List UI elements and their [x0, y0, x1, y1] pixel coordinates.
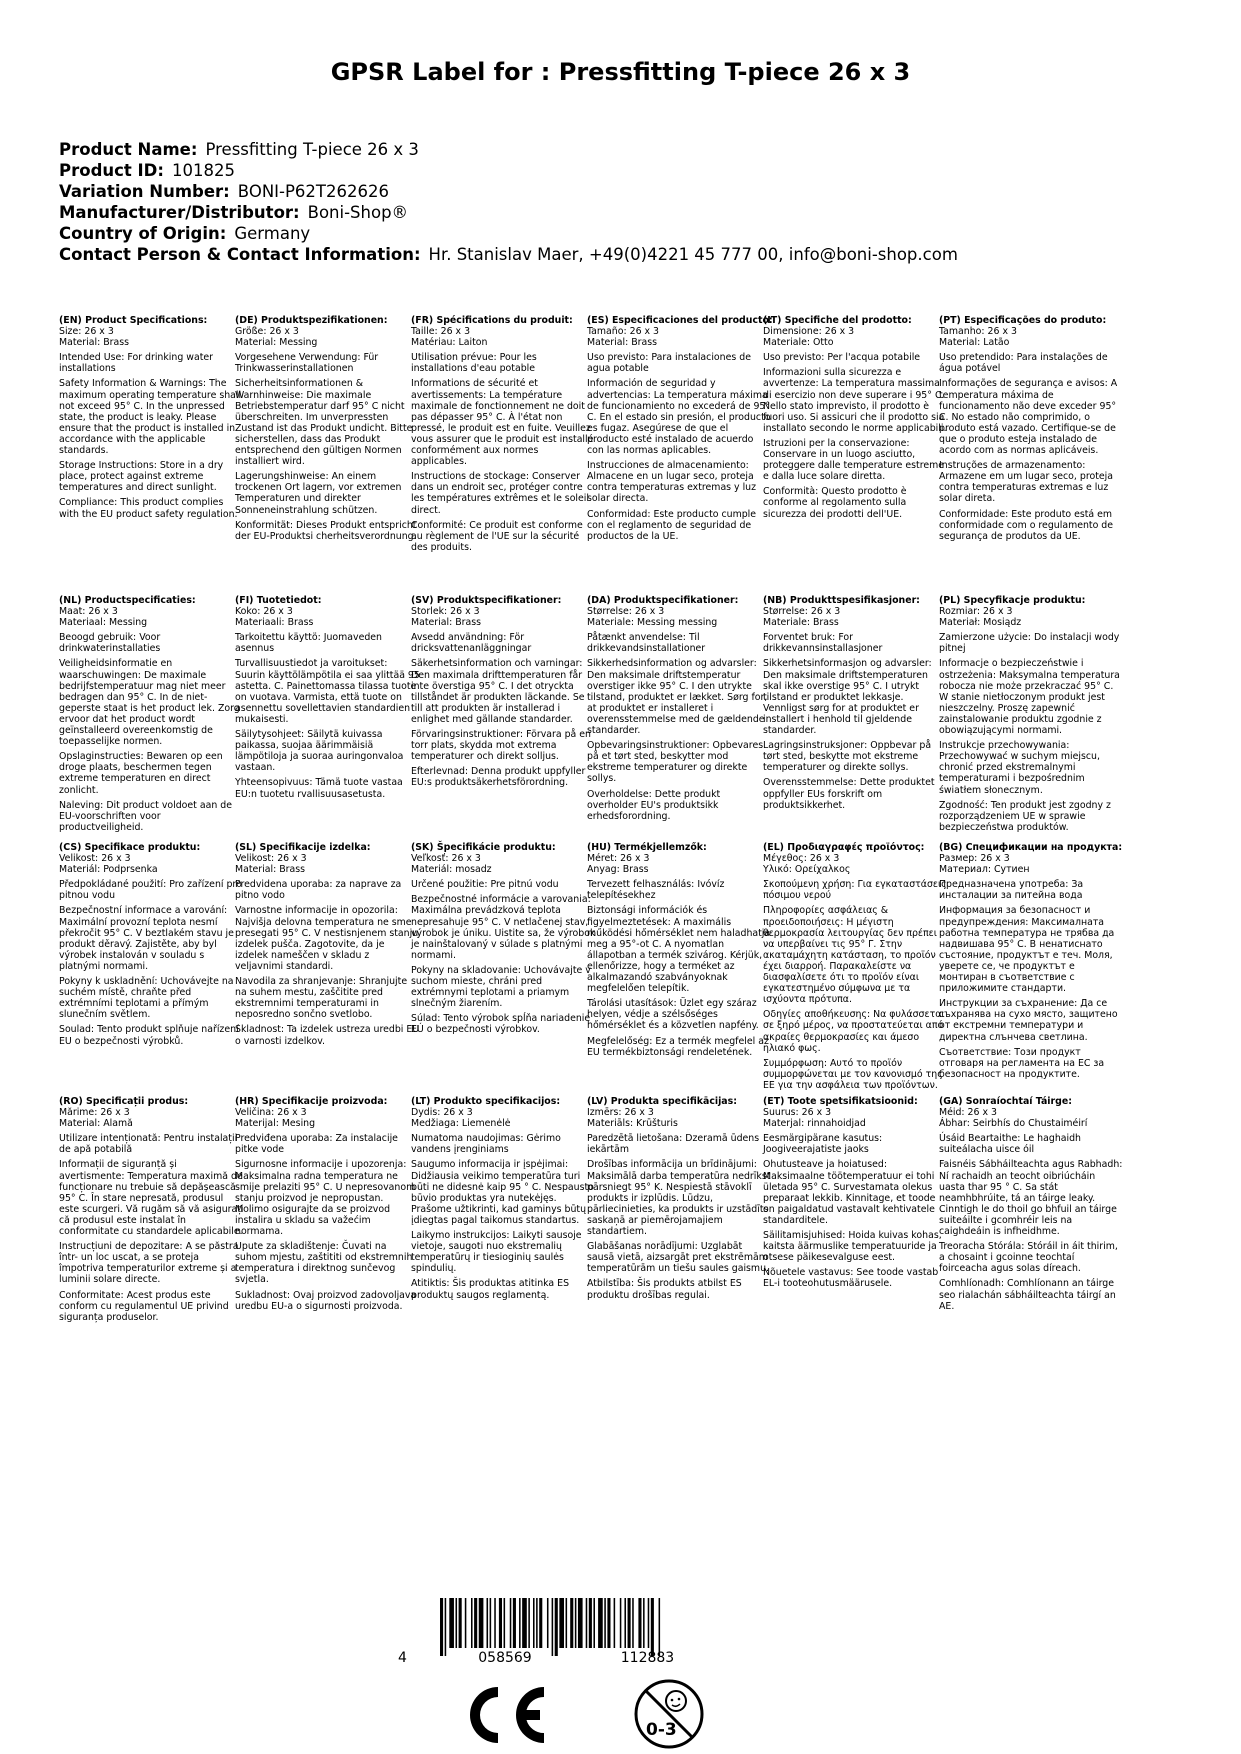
spec-line: Materiál: mosadz: [411, 864, 492, 876]
spec-block: [763, 1096, 948, 1294]
not-for-children-0-3-icon: [632, 1677, 706, 1751]
spec-line: Conformité: Ce produit est conforme au règlement de l'UE sur la sécurité des produits.: [411, 519, 583, 553]
spec-heading: (SK) Špecifikácie produktu:: [411, 842, 556, 853]
spec-heading: (SL) Specifikacije izdelka:: [235, 842, 371, 853]
spec-line: Safety Information & Warnings: The maximum operating temperature shall not exceed 95° C. In the unpressed state, the product is leaky. Please ensure that the product is installed in accordance with the applicable standards.: [59, 378, 242, 457]
spec-heading: (PT) Especificações do produto:: [939, 315, 1107, 326]
info-row: [59, 223, 958, 244]
spec-line: Material: Alamă: [59, 1118, 133, 1130]
spec-heading: (ET) Toote spetsifikatsioonid:: [763, 1096, 918, 1107]
spec-line: Velikost: 26 x 3: [59, 853, 131, 865]
spec-line: Sikkerhetsinformasjon og advarsler: Den maksimale driftstemperaturen skal ikke overstige 95° C. I utrykt tilstand er produktet lekkasje. Vennligst sørg for at produktet er installert i henhold til gjeldende standarder.: [763, 658, 932, 737]
spec-line: Konformität: Dieses Produkt entspricht der EU-Produktsi cherheitsverordnung.: [235, 519, 417, 542]
spec-line: Beoogd gebruik: Voor drinkwaterinstallaties: [59, 632, 161, 655]
barcode-bar: [494, 1598, 496, 1648]
spec-line: Informații de siguranță și avertismente: Temperatura maximă de funcționare nu trebuie să depășească 95° C. În stare nepresată, produsul este scurgeri. Vă rugăm să vă asigurați că produsul este instalat în conformitate cu standardele aplicabile.: [59, 1159, 244, 1238]
spec-line: Lagerungshinweise: An einem trockenen Ort lagern, vor extremen Temperaturen und direkter Sonneneinstrahlung schützen.: [235, 471, 402, 516]
barcode-bar: [570, 1598, 573, 1648]
spec-line: Matériau: Laiton: [411, 337, 488, 349]
spec-line: Materiał: Mosiądz: [939, 617, 1022, 629]
spec-line: Méret: 26 x 3: [587, 853, 650, 865]
spec-line: Instructions de stockage: Conserver dans un endroit sec, protéger contre les températures extrêmes et le soleil direct.: [411, 471, 590, 516]
spec-line: Intended Use: For drinking water installations: [59, 352, 213, 375]
spec-line: Medžiaga: Liemenėlė: [411, 1118, 511, 1130]
spec-heading: (NL) Productspecificaties:: [59, 595, 196, 606]
spec-line: Naleving: Dit product voldoet aan de EU-voorschriften voor productveiligheid.: [59, 799, 232, 833]
spec-heading: (BG) Спецификации на продукта:: [939, 842, 1123, 853]
spec-line: Informations de sécurité et avertissements: La température maximale de fonctionnement ne doit pas dépasser 95° C. À l'état non pressé, le produit est en fuite. Veuillez vous assurer que le produit est installé conformément aux normes applicables.: [411, 378, 594, 468]
barcode-bar: [659, 1598, 661, 1656]
spec-line: Skladnost: Ta izdelek ustreza uredbi EU o varnosti izdelkov.: [235, 1024, 420, 1047]
spec-line: Suurus: 26 x 3: [763, 1107, 832, 1119]
barcode-bar: [536, 1598, 538, 1648]
spec-heading: (HR) Specifikacije proizvoda:: [235, 1096, 388, 1107]
barcode-bar: [593, 1598, 595, 1648]
spec-block: [587, 1096, 772, 1305]
spec-line: Materiál: Podprsenka: [59, 864, 158, 876]
spec-line: Koko: 26 x 3: [235, 606, 293, 618]
barcode-bar: [632, 1598, 634, 1648]
spec-line: Συμμόρφωση: Αυτό το προϊόν συμμορφώνεται με τον κανονισμό της ΕΕ για την ασφάλεια των προϊόντων.: [763, 1057, 943, 1091]
spec-line: Velikost: 26 x 3: [235, 853, 307, 865]
spec-heading: (HU) Termékjellemzők:: [587, 842, 707, 853]
barcode-bar: [614, 1598, 616, 1648]
spec-line: Comhlíonadh: Comhlíonann an táirge seo rialachán sábháilteachta táirgí an AE.: [939, 1278, 1116, 1312]
spec-block: [59, 842, 244, 1051]
spec-line: Istruzioni per la conservazione: Conservare in un luogo asciutto, proteggere dalle temperature estreme e dalla luce solare diretta.: [763, 437, 945, 483]
spec-line: Säilitamisjuhised: Hoida kuivas kohas, kaitsta äärmuslike temperatuuride ja otsese päikesevalguse eest.: [763, 1230, 942, 1264]
spec-line: Sukladnost: Ovaj proizvod zadovoljava uredbu EU-a o sigurnosti proizvoda.: [235, 1289, 417, 1312]
spec-block: [235, 315, 420, 546]
spec-line: Säkerhetsinformation och varningar: Den maximala drifttemperaturen får inte överstiga 95° C. I det otryckta tillståndet är produkten läckande. Se till att produkten är installerad i enlighet med gällande standarder.: [411, 658, 585, 725]
spec-block: [939, 595, 1124, 837]
spec-line: Upute za skladištenje: Čuvati na suhom mjestu, zaštititi od ekstremnih temperatura i direktnog sunčevog svjetla.: [235, 1241, 413, 1286]
barcode-bar: [575, 1598, 577, 1648]
info-label: Variation Number:: [59, 182, 230, 201]
spec-line: Materiāls: Krūšturis: [587, 1118, 678, 1130]
spec-line: Conformidad: Este producto cumple con el reglamento de seguridad de productos de la UE.: [587, 508, 757, 542]
spec-line: Pokyny k uskladnění: Uchovávejte na suchém místě, chraňte před extrémními teplotami a přímým slunečním světlem.: [59, 976, 234, 1021]
barcode-bar: [533, 1598, 535, 1648]
spec-line: Lagringsinstruksjoner: Oppbevar på tørt sted, beskytte mot ekstreme temperaturer og direkte sollys.: [763, 740, 932, 774]
spec-line: Tarkoitettu käyttö: Juomaveden asennus: [235, 632, 383, 655]
spec-line: Πληροφορίες ασφάλειας & προειδοποιήσεις: Η μέγιστη θερμοκρασία λειτουργίας δεν πρέπει να υπερβαίνει τις 95° Γ. Στην ακαταμάχητη κατάσταση, το προϊόν έχει διαρροή. Παρακαλείστε να διασφαλίσετε ότι το προϊόν είναι εγκατεστημένο σύμφωνα με τα ισχύοντα πρότυπα.: [763, 905, 937, 1006]
barcode-bar: [510, 1598, 512, 1648]
barcode-bar: [459, 1598, 462, 1648]
spec-line: Atitiktis: Šis produktas atitinka ES produktų saugos reglamentą.: [411, 1278, 570, 1301]
spec-block: [411, 595, 596, 793]
info-value: BONI-P62T262626: [237, 182, 389, 201]
spec-block: [587, 315, 772, 546]
spec-line: Material: Brass: [235, 864, 306, 876]
info-value: Hr. Stanislav Maer, +49(0)4221 45 777 00, info@boni-shop.com: [428, 245, 958, 264]
spec-line: Predviđena uporaba: Za instalacije pitke vode: [235, 1133, 398, 1156]
spec-line: Veľkosť: 26 x 3: [411, 853, 481, 865]
spec-block: [587, 842, 772, 1062]
barcode-bar: [519, 1598, 521, 1648]
info-row: [59, 160, 958, 181]
info-label: Product Name:: [59, 140, 198, 159]
spec-block: [235, 842, 420, 1051]
spec-line: Opbevaringsinstruktioner: Opbevares på et tørt sted, beskytter mod ekstreme temperaturer og direkte sollys.: [587, 740, 764, 785]
spec-line: Påtænkt anvendelse: Til drikkevandsinstallationer: [587, 632, 706, 655]
barcode-bar: [522, 1598, 527, 1648]
info-row: [59, 202, 958, 223]
spec-heading: (FI) Tuotetiedot:: [235, 595, 322, 606]
spec-block: [763, 315, 948, 524]
spec-line: Instruções de armazenamento: Armazene em um lugar seco, proteja contra temperaturas extremas e luz solar direta.: [939, 460, 1113, 505]
barcode-bar: [628, 1598, 631, 1648]
spec-block: [411, 842, 596, 1040]
spec-line: Turvallisuustiedot ja varoitukset: Suurin käyttölämpötila ei saa ylittää 95 astetta. C. Painettomassa tilassa tuote on vuotava. Varmista, että tuote on asennettu sovellettavien standardien mukaisesti.: [235, 658, 420, 725]
spec-line: Pokyny na skladovanie: Uchovávajte v suchom mieste, chráni pred extrémnymi teplotami a priamym slnečným žiarením.: [411, 964, 591, 1010]
spec-line: Materiaal: Messing: [59, 617, 148, 629]
spec-heading: (CS) Specifikace produktu:: [59, 842, 201, 853]
spec-block: [59, 1096, 244, 1327]
spec-heading: (SV) Produktspecifikationer:: [411, 595, 562, 606]
barcode-bar: [539, 1598, 542, 1648]
spec-line: Faisnéis Sábháilteachta agus Rabhadh: Ní rachaidh an teocht oibriúcháin uasta thar 95 ° C. Sa stát neamhbhrúite, tá an táirge leaky. Cinntigh le do thoil go bhfuil an táirge suiteáilte i gcomhréir leis na caighdeáin is infheidhme.: [939, 1159, 1123, 1238]
page-title: GPSR Label for : Pressfitting T-piece 26 x 3: [330, 58, 911, 86]
spec-line: Conformità: Questo prodotto è conforme al regolamento sulla sicurezza dei prodotti dell'UE.: [763, 486, 907, 520]
spec-line: Förvaringsinstruktioner: Förvara på en torr plats, skydda mot extrema temperaturer och direkt solljus.: [411, 729, 591, 763]
barcode-bar: [499, 1598, 502, 1648]
spec-line: Size: 26 x 3: [59, 326, 114, 338]
spec-line: Vorgesehene Verwendung: Für Trinkwasserinstallationen: [235, 352, 379, 375]
spec-heading: (DA) Produktspecifikationer:: [587, 595, 739, 606]
barcode-digits-right: 112883: [620, 1650, 675, 1666]
barcode-bar: [449, 1598, 454, 1648]
spec-heading: (GA) Sonraíochtaí Táirge:: [939, 1096, 1072, 1107]
info-label: Manufacturer/Distributor:: [59, 203, 300, 222]
barcode-bar: [566, 1598, 568, 1648]
spec-heading: (FR) Spécifications du produit:: [411, 315, 573, 326]
spec-line: Yhteensopivuus: Tämä tuote vastaa EU:n tuotetu rvallisuusasetusta.: [235, 777, 403, 800]
spec-block: [763, 842, 948, 1095]
spec-line: Treoracha Stórála: Stóráil in áit thirim, a chosaint i gcoinne teochtaí foirceacha agus solas díreach.: [939, 1241, 1118, 1275]
spec-line: Storage Instructions: Store in a dry place, protect against extreme temperatures and direct sunlight.: [59, 460, 224, 494]
product-info: [59, 139, 958, 265]
barcode-bar: [586, 1598, 588, 1648]
spec-line: Soulad: Tento produkt splňuje nařízení EU o bezpečnosti výrobků.: [59, 1024, 239, 1047]
info-label: Product ID:: [59, 161, 164, 180]
spec-line: Utilisation prévue: Pour les installations d'eau potable: [411, 352, 537, 375]
info-value: Pressfitting T-piece 26 x 3: [205, 140, 419, 159]
spec-line: Určené použitie: Pre pitnú vodu: [411, 879, 559, 891]
spec-line: Οδηγίες αποθήκευσης: Να φυλάσσεται σε ξηρό μέρος, να προστατεύεται από ακραίες θερμοκρασίες και άμεσο ηλιακό φως.: [763, 1009, 945, 1054]
spec-line: Předpokládané použití: Pro zařízení pro pitnou vodu: [59, 879, 242, 902]
spec-line: Taille: 26 x 3: [411, 326, 471, 338]
barcode-bar: [490, 1598, 492, 1648]
spec-line: Efterlevnad: Denna produkt uppfyller EU:s produktsäkerhetsförordning.: [411, 766, 586, 789]
spec-line: Megfelelőség: Ez a termék megfelel az EU termékbiztonsági rendeletének.: [587, 1035, 769, 1058]
barcode: [440, 1598, 740, 1656]
barcode-bar: [487, 1598, 489, 1648]
age-label: 0-3: [646, 1720, 677, 1740]
spec-line: Forventet bruk: For drikkevannsinstallasjoner: [763, 632, 883, 655]
spec-line: Informacje o bezpieczeństwie i ostrzeżenia: Maksymalna temperatura robocza nie może przekraczać 95° C. W stanie nietłoczonym produkt jest nieszczelny. Proszę zapewnić zainstalowanie produktu zgodnie z obowiązującymi normami.: [939, 658, 1120, 737]
barcode-bar: [465, 1598, 467, 1648]
spec-line: Sigurnosne informacije i upozorenja: Maksimalna radna temperatura ne smije prelaziti 95° C. U nepresovanom stanju proizvod je nepropustan. Molimo osigurajte da se proizvod instalira u skladu sa važećim normama.: [235, 1159, 416, 1238]
spec-block: [59, 315, 244, 524]
spec-block: [939, 1096, 1124, 1316]
spec-line: Säilytysohjeet: Säilytä kuivassa paikassa, suojaa äärimmäisiä lämpötiloja ja suoraa auringonvaloa vastaan.: [235, 729, 404, 774]
spec-line: Predvidena uporaba: za naprave za pitno vodo: [235, 879, 402, 902]
spec-line: Ohutusteave ja hoiatused: Maksimaalne töötemperatuur ei tohi ületada 95° C. Survestamata olekus preparaat lekkib. Kinnitage, et toode on paigaldatud vastavalt kehtivatele standarditele.: [763, 1159, 936, 1226]
spec-line: Bezpečnostné informácie a varovania: Maximálna prevádzková teplota nepresahuje 95° C. V netlačenej stav, výrobok je úniku. Uistite sa, že výrobok je nainštalovaný v súlade s platnými normami.: [411, 894, 596, 961]
barcode-bar: [604, 1598, 606, 1648]
barcode-digits-left: 058569: [478, 1650, 532, 1666]
spec-line: Materiale: Otto: [763, 337, 834, 349]
barcode-bar: [474, 1598, 477, 1648]
spec-line: Uso previsto: Per l'acqua potabile: [763, 352, 921, 364]
spec-line: Veličina: 26 x 3: [235, 1107, 307, 1119]
spec-heading: (EL) Προδιαγραφές προϊόντος:: [763, 842, 925, 853]
spec-block: [235, 595, 420, 804]
barcode-bar: [648, 1598, 650, 1648]
spec-block: [587, 595, 772, 826]
spec-line: Tamaño: 26 x 3: [587, 326, 660, 338]
spec-line: Dimensione: 26 x 3: [763, 326, 855, 338]
barcode-bar: [513, 1598, 516, 1648]
barcode-bar: [555, 1598, 558, 1656]
barcode-bar: [547, 1598, 549, 1648]
spec-line: Material: Brass: [587, 337, 658, 349]
barcode-bar: [471, 1598, 473, 1648]
spec-line: Eesmärgipärane kasutus: Joogiveerajatiste jaoks: [763, 1133, 883, 1156]
spec-line: Instrucțiuni de depozitare: A se păstra într- un loc uscat, a se proteja împotriva temperaturilor extreme și a luminii solare directe.: [59, 1241, 239, 1286]
spec-block: [939, 315, 1124, 546]
spec-line: Nõuetele vastavus: See toode vastab EL-i tooteohutusmäärusele.: [763, 1267, 939, 1290]
spec-line: Instrucciones de almacenamiento: Almacene en un lugar seco, proteja contra temperaturas extremas y luz solar directa.: [587, 460, 757, 505]
spec-line: Предназначена употреба: За инсталации за питейна вода: [939, 879, 1084, 902]
spec-block: [235, 1096, 420, 1316]
spec-heading: (DE) Produktspezifikationen:: [235, 315, 388, 326]
barcode-bar: [528, 1598, 530, 1648]
barcode-bar: [559, 1598, 564, 1648]
spec-line: Compliance: This product complies with the EU product safety regulation.: [59, 497, 238, 520]
spec-line: Numatoma naudojimas: Gėrimo vandens įrenginiams: [411, 1133, 561, 1156]
spec-line: Méid: 26 x 3: [939, 1107, 997, 1119]
spec-heading: (IT) Specifiche del prodotto:: [763, 315, 912, 326]
spec-block: [411, 1096, 596, 1305]
ce-mark-icon: [458, 1683, 550, 1747]
spec-line: Anyag: Brass: [587, 864, 649, 876]
spec-heading: (LT) Produkto specifikacijos:: [411, 1096, 561, 1107]
spec-line: Instrukcje przechowywania: Przechowywać w suchym miejscu, chronić przed ekstremalnymi temperaturami i bezpośrednim światłem słonecznym.: [939, 740, 1100, 796]
barcode-bar: [504, 1598, 506, 1648]
barcode-bar: [643, 1598, 645, 1648]
spec-line: Sikkerhedsinformation og advarsler: Den maksimale driftstemperatur overstiger ikke 95° C. I den utrykte tilstand, produktet er lækket. Sørg for, at produktet er installeret i overensstemmelse med de gældende standarder.: [587, 658, 768, 737]
barcode-bar: [589, 1598, 592, 1648]
spec-line: Drošības informācija un brīdinājumi: Maksimālā darba temperatūra nedrīkst pārsniegt 95° K. Nespiestā stāvoklī produkts ir izplūdis. Lūdzu, pārliecinieties, ka produkts ir uzstādīts saskaņā ar piemērojamajiem standartiem.: [587, 1159, 771, 1238]
spec-line: Zgodność: Ten produkt jest zgodny z rozporządzeniem UE w sprawie bezpieczeństwa produktów.: [939, 799, 1111, 833]
spec-line: Materiale: Messing messing: [587, 617, 718, 629]
info-label: Country of Origin:: [59, 224, 227, 243]
spec-line: Μέγεθος: 26 x 3: [763, 853, 840, 865]
info-row: [59, 244, 958, 265]
spec-line: Sicherheitsinformationen & Warnhinweise: Die maximale Betriebstemperatur darf 95° C nicht überschreiten. Im unverpressten Zustand ist das Produkt undicht. Bitte sicherstellen, dass das Produkt entsprechend den gültigen Normen installiert wird.: [235, 378, 413, 468]
spec-line: Ábhar: Seirbhís do Chustaiméirí: [939, 1118, 1088, 1130]
spec-heading: (ES) Especificaciones del producto:: [587, 315, 773, 326]
spec-heading: (EN) Product Specifications:: [59, 315, 208, 326]
spec-block: [59, 595, 244, 837]
spec-line: Tamanho: 26 x 3: [939, 326, 1017, 338]
info-value: Boni-Shop®: [307, 203, 409, 222]
spec-line: Materiale: Brass: [763, 617, 839, 629]
barcode-bar: [638, 1598, 641, 1648]
barcode-bar: [578, 1598, 583, 1648]
spec-block: [763, 595, 948, 815]
spec-line: Navodila za shranjevanje: Shranjujte na suhem mestu, zaščitite pred ekstremnimi temperaturami in neposredno sončno svetlobo.: [235, 976, 408, 1021]
spec-line: Varnostne informacije in opozorila: Najvišja delovna temperatura ne sme presegati 95° C. V nestisnjenem stanju izdelek pušča. Zagotovite, da je izdelek nameščen v skladu z veljavnimi standardi.: [235, 905, 419, 972]
spec-line: Størrelse: 26 x 3: [763, 606, 841, 618]
spec-line: Overensstemmelse: Dette produktet oppfyller EUs forskrift om produktsikkerhet.: [763, 777, 935, 811]
spec-line: Biztonsági információk és figyelmeztetések: A maximális működési hőmérséklet nem haladhatja meg a 95°-ot C. A nyomatlan állapotban a termék szivárog. Kérjük, ellenőrizze, hogy a terméket az alkalmazandó szabványoknak megfelelően telepítik.: [587, 905, 771, 995]
spec-line: Размер: 26 x 3: [939, 853, 1010, 865]
barcode-bar: [456, 1598, 458, 1648]
spec-line: Overholdelse: Dette produkt overholder EU's produktsikk erhedsforordning.: [587, 788, 721, 822]
spec-line: Υλικό: Ορείχαλκος: [763, 864, 851, 876]
barcode-bar: [552, 1598, 554, 1656]
spec-line: Izmērs: 26 x 3: [587, 1107, 654, 1119]
spec-line: Conformidade: Este produto está em conformidade com o regulamento de segurança de produtos da UE.: [939, 508, 1114, 542]
spec-heading: (LV) Produkta specifikācijas:: [587, 1096, 737, 1107]
barcode-bar: [620, 1598, 622, 1648]
spec-line: Opslaginstructies: Bewaren op een droge plaats, beschermen tegen extreme temperaturen en direct zonlicht.: [59, 751, 223, 796]
spec-line: Tárolási utasítások: Üzlet egy száraz helyen, védje a szélsőséges hőmérséklet és a közvetlen napfény.: [587, 998, 759, 1032]
spec-line: Paredzētā lietošana: Dzeramā ūdens iekārtām: [587, 1133, 760, 1156]
spec-line: Atbilstība: Šis produkts atbilst ES produktu drošības regulai.: [587, 1278, 742, 1301]
spec-line: Avsedd användning: För dricksvattenanläggningar: [411, 632, 532, 655]
spec-line: Σκοπούμενη χρήση: Για εγκαταστάσεις πόσιμου νερού: [763, 879, 947, 902]
info-label: Contact Person & Contact Information:: [59, 245, 421, 264]
spec-heading: (PL) Specyfikacje produktu:: [939, 595, 1086, 606]
barcode-bar: [479, 1598, 484, 1648]
spec-line: Informazioni sulla sicurezza e avvertenze: La temperatura massima di esercizio non deve superare i 95° C. Nello stato imprevisto, il prodotto è fuori uso. Si assicuri che il prodotto sia installato secondo le norme applicabili.: [763, 367, 947, 434]
spec-line: Información de seguridad y advertencias: La temperatura máxima de funcionamiento no excederá de 95° C. En el estado sin presión, el producto es fugaz. Asegúrese de que el producto esté instalado de acuerdo con las normas aplicables.: [587, 378, 771, 457]
spec-line: Veiligheidsinformatie en waarschuwingen: De maximale bedrijfstemperatuur mag niet meer bedragen dan 95° C. In de niet-geperste staat is het product lek. Zorg ervoor dat het product wordt geïnstalleerd overeenkomstig de toepasselijke normen.: [59, 658, 240, 748]
barcode-bar: [440, 1598, 443, 1656]
spec-heading: (NB) Produkttspesifikasjoner:: [763, 595, 920, 606]
info-row: [59, 181, 958, 202]
spec-line: Uso pretendido: Para instalações de água potável: [939, 352, 1108, 375]
spec-line: Material: Messing: [235, 337, 318, 349]
spec-line: Съответствие: Този продукт отговаря на регламента на ЕС за безопасност на продуктите.: [939, 1046, 1105, 1080]
spec-heading: (RO) Specificații produs:: [59, 1096, 189, 1107]
spec-line: Maat: 26 x 3: [59, 606, 118, 618]
barcode-bar: [607, 1598, 610, 1648]
spec-line: Информация за безопасност и предупреждения: Максималната работна температура не трябва да надвишава 95° C. В ненатиснато състояние, продуктът е теч. Моля, уверете се, че продуктът е монтиран в съответствие с приложимите стандарти.: [939, 905, 1115, 995]
spec-line: Materiaali: Brass: [235, 617, 314, 629]
spec-line: Utilizare intenționată: Pentru instalații de apă potabilă: [59, 1133, 238, 1156]
spec-line: Informações de segurança e avisos: A temperatura máxima de funcionamento não deve exceder 95° C. No estado não comprimido, o produto está vazado. Certifique-se de que o produto esteja instalado de acordo com as normas aplicáveis.: [939, 378, 1118, 457]
spec-line: Størrelse: 26 x 3: [587, 606, 665, 618]
spec-line: Conformitate: Acest produs este conform cu regulamentul UE privind siguranța produselor.: [59, 1289, 229, 1323]
spec-line: Glabāšanas norādījumi: Uzglabāt sausā vietā, aizsargāt pret ekstrēmām temperatūrām un tiešu saules gaismu.: [587, 1241, 769, 1275]
spec-line: Material: Latão: [939, 337, 1010, 349]
barcode-digit-prefix: 4: [398, 1650, 407, 1666]
spec-line: Материал: Сутиен: [939, 864, 1030, 876]
barcode-bar: [651, 1598, 654, 1656]
spec-line: Zamierzone użycie: Do instalacji wody pitnej: [939, 632, 1120, 655]
barcode-bar: [445, 1598, 447, 1656]
spec-line: Dydis: 26 x 3: [411, 1107, 473, 1119]
spec-block: [939, 842, 1124, 1084]
barcode-bar: [624, 1598, 626, 1648]
spec-line: Material: Brass: [59, 337, 130, 349]
spec-line: Material: Brass: [411, 617, 482, 629]
spec-block: [411, 315, 596, 557]
spec-line: Súlad: Tento výrobok spĺňa nariadenie EÚ o bezpečnosti výrobkov.: [411, 1013, 591, 1036]
spec-line: Úsáid Beartaithe: Le haghaidh suiteálacha uisce óil: [939, 1133, 1082, 1156]
spec-line: Инструкции за съхранение: Да се съхранява на сухо място, защитено от екстремни температури и директна слънчева светлина.: [939, 998, 1118, 1043]
spec-line: Bezpečnostní informace a varování: Maximální provozní teplota nesmí překročit 95° C. V beztlakém stavu je produkt děravý. Zajistěte, aby byl výrobek instalován v souladu s platnými normami.: [59, 905, 234, 972]
spec-line: Mărime: 26 x 3: [59, 1107, 130, 1119]
spec-line: Uso previsto: Para instalaciones de agua potable: [587, 352, 751, 375]
spec-line: Laikymo instrukcijos: Laikyti sausoje vietoje, saugoti nuo ekstremalių temperatūrų ir tiesioginių saulės spindulių.: [411, 1230, 582, 1275]
info-value: Germany: [234, 224, 311, 243]
barcode-bar: [598, 1598, 603, 1648]
spec-line: Saugumo informacija ir įspėjimai: Didžiausia veikimo temperatūra turi būti ne didesnė kaip 95 ° C. Nespausto būvio produktas yra nutekėjęs. Prašome užtikrinti, kad gaminys būtų įdiegtas pagal taikomus standartus.: [411, 1159, 594, 1226]
spec-line: Materijal: Mesing: [235, 1118, 316, 1130]
spec-line: Rozmiar: 26 x 3: [939, 606, 1013, 618]
spec-line: Storlek: 26 x 3: [411, 606, 480, 618]
spec-line: Größe: 26 x 3: [235, 326, 299, 338]
spec-line: Materjal: rinnahoidjad: [763, 1118, 866, 1130]
info-value: 101825: [171, 161, 235, 180]
info-row: [59, 139, 958, 160]
spec-line: Tervezett felhasználás: Ivóvíz telepítésekhez: [587, 879, 725, 902]
